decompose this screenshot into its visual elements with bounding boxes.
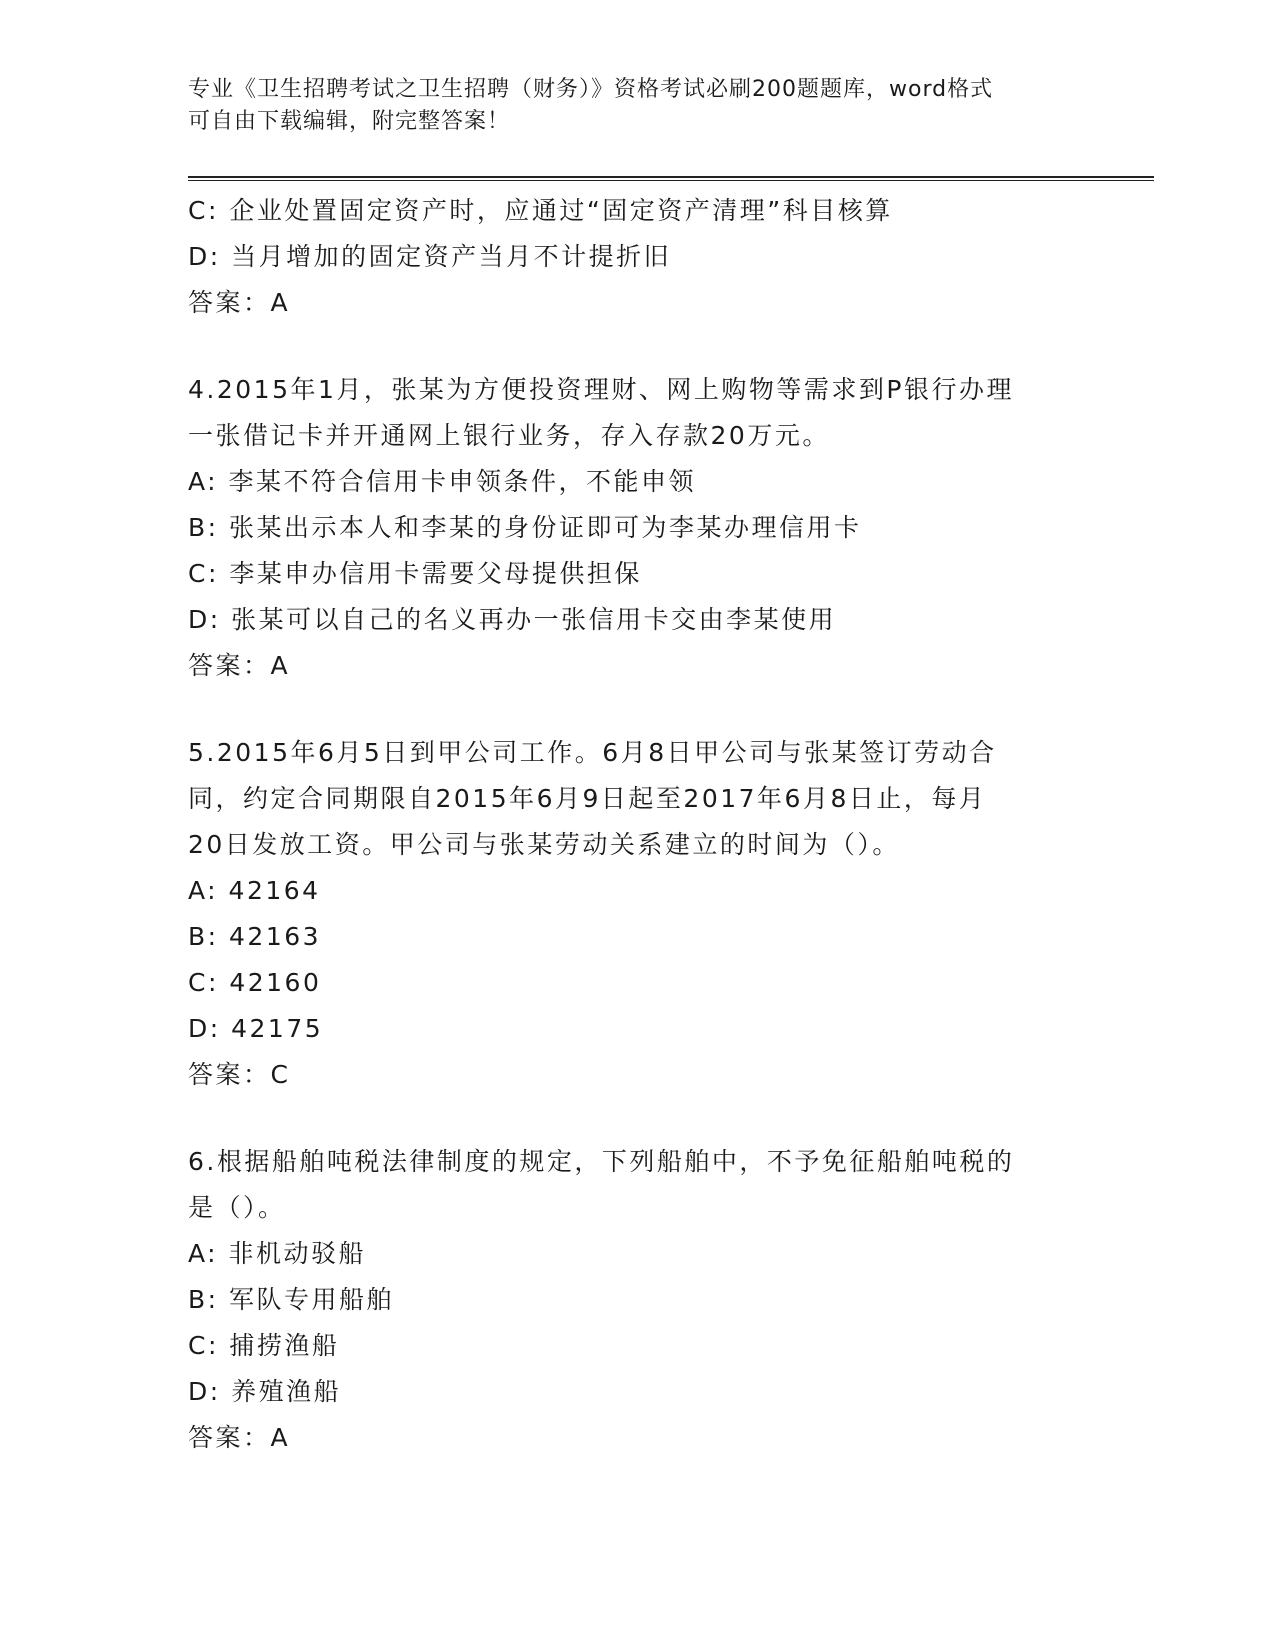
option-b: B: 张某出示本人和李某的身份证即可为李某办理信用卡: [188, 513, 862, 542]
option-c: C: 捕捞渔船: [188, 1331, 340, 1360]
answer: 答案：A: [188, 1423, 291, 1452]
answer: 答案：C: [188, 1060, 291, 1089]
question-4: [188, 367, 1068, 689]
option-b: B: 军队专用船舶: [188, 1285, 395, 1314]
question-stem: 4.2015年1月，张某为方便投资理财、网上购物等需求到P银行办理: [188, 375, 1014, 404]
header-line-1: 专业《卫生招聘考试之卫生招聘（财务）》资格考试必刷200题题库，word格式: [188, 77, 994, 102]
option-a: A: 李某不符合信用卡申领条件，不能申领: [188, 467, 697, 496]
option-c: C: 企业处置固定资产时，应通过“固定资产清理”科目核算: [188, 196, 893, 225]
question-stem: 同，约定合同期限自2015年6月9日起至2017年6月8日止，每月: [188, 784, 987, 813]
question-5: [188, 730, 1068, 1098]
question-stem: 一张借记卡并开通网上银行业务，存入存款20万元。: [188, 421, 830, 450]
answer: 答案：A: [188, 651, 291, 680]
header-line-2: 可自由下载编辑，附完整答案！: [188, 109, 511, 134]
option-d: D: 42175: [188, 1014, 324, 1043]
question-stem: 20日发放工资。甲公司与张某劳动关系建立的时间为（）。: [188, 830, 900, 859]
option-a: A: 非机动驳船: [188, 1239, 367, 1268]
option-d: D: 养殖渔船: [188, 1377, 342, 1406]
option-b: B: 42163: [188, 922, 322, 951]
header-divider: [188, 176, 1154, 182]
answer: 答案：A: [188, 288, 291, 317]
question-6: [188, 1139, 1068, 1461]
question-stem: 6.根据船舶吨税法律制度的规定，下列船舶中，不予免征船舶吨税的: [188, 1147, 1015, 1176]
option-c: C: 李某申办信用卡需要父母提供担保: [188, 559, 642, 588]
option-c: C: 42160: [188, 968, 322, 997]
document-header: [188, 74, 1068, 138]
question-stem: 是（）。: [188, 1193, 286, 1222]
option-a: A: 42164: [188, 876, 321, 905]
question-3-tail: [188, 188, 1068, 326]
option-d: D: 张某可以自己的名义再办一张信用卡交由李某使用: [188, 605, 837, 634]
question-stem: 5.2015年6月5日到甲公司工作。6月8日甲公司与张某签订劳动合: [188, 738, 997, 767]
question-list: [188, 188, 1068, 1461]
option-d: D: 当月增加的固定资产当月不计提折旧: [188, 242, 672, 271]
